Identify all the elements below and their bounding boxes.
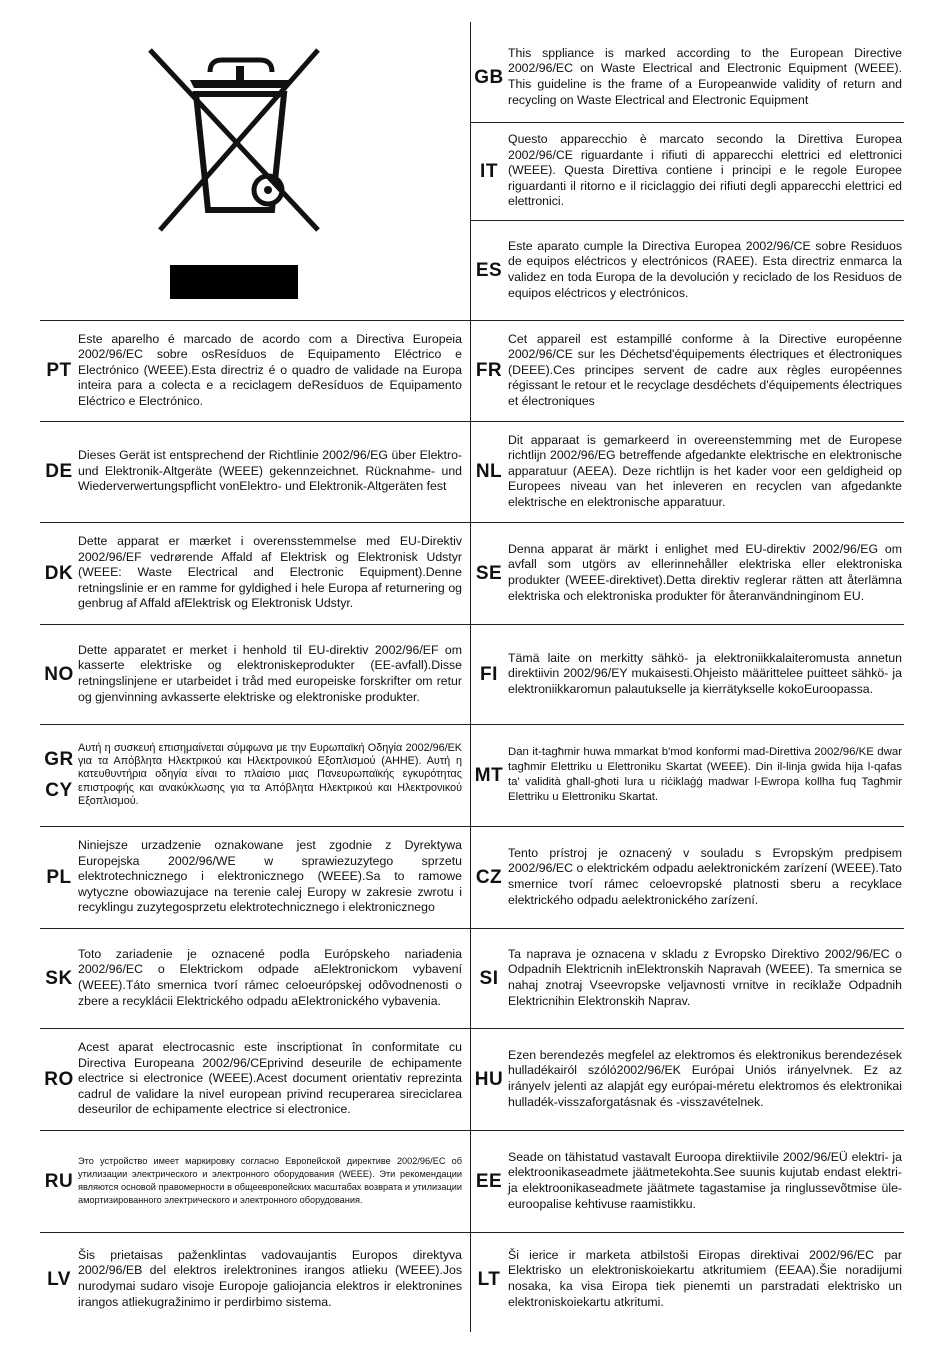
language-code: DK	[44, 562, 74, 584]
language-code: FI	[480, 663, 498, 685]
row-divider	[470, 220, 904, 221]
notice-text: Tento prístroj je oznacený v souladu s Evropským predpisem 2002/96/EC o elektrickém odpadu aelektronickém zarízení (WEEE).Tato smernice tvorí rámec celoevropské platnosti sberu a recyklace elektrického odpadu aelektronického zarízení.	[508, 845, 902, 907]
notice-text: Это устройство имеет маркировку согласно Европейской директиве 2002/96/EC об утилизации электрического и электронного оборудования (WEEE). Эти рекомендации являются основой правомерности в общеевропейских масштабах возврата и утилизации амортизированного электрического и электронного оборудования.	[78, 1156, 462, 1205]
row-divider	[40, 724, 904, 725]
language-code: EE	[475, 1170, 503, 1192]
language-code: CZ	[475, 866, 503, 888]
notice-de	[40, 423, 468, 520]
language-codes	[40, 749, 78, 801]
language-code: RO	[44, 1068, 74, 1090]
notice-ro	[40, 1030, 468, 1128]
notice-lv	[40, 1234, 468, 1324]
row-divider	[40, 826, 904, 827]
notice-cz	[470, 828, 902, 926]
language-code: HU	[474, 1068, 504, 1090]
language-code: RU	[44, 1170, 74, 1192]
notice-text: Αυτή η συσκευή επισημαίνεται σύμφωνα με την Ευρωπαϊκή Οδηγία 2002/96/ΕΚ για τα Απόβλητα Ηλεκτρικού και Ηλεκτρονικού Εξοπλισμού (ΑΗΗΕ). Αυτή η κατευθυντήρια οδηγία είναι το πλαίσιο μιας Πανευρωπαϊκής εγκυρότητας επιστροφής και ανακύκλωσης για τα Απόβλητα Ηλεκτρικού και Ηλεκτρονικού Εξοπλισμού.	[78, 741, 462, 807]
language-code: GR	[44, 749, 74, 770]
row-divider	[40, 320, 904, 321]
notice-text: Ezen berendezés megfelel az elektromos és elektronikus berendezések hulladékairól szóló2002/96/EK Európai Uniós irányelvnek. Ez az irányelv jelenti az alapját egy európai-méretu elektromos és elektronikai hulladék-visszaforgatásnak és -visszavételnek.	[508, 1047, 902, 1109]
language-code: IT	[480, 160, 498, 182]
notice-text: Questo apparecchio è marcato secondo la Direttiva Europea 2002/96/CE riguardante i rifiuti di apparecchi elettrici ed elettronici (WEEE). Questa Direttiva contiene i principi e le regole Europee riguardanti il ritorno e il riciclaggio dei rifiuti degli apparecchi elettrici ed elettronici.	[508, 132, 902, 209]
notice-text: Seade on tähistatud vastavalt Euroopa direktiivile 2002/96/EÜ elektri- ja elektroonikaseadmete jäätmetekohta.See suunis kujutab endast elektri- ja elektroonikaseadmete jäätmete tagastamise ja ringlussevõtmise üle-euroopalise kehtivuse raamistikku.	[508, 1149, 902, 1211]
notice-text: Ši ierice ir marketa atbilstoši Eiropas direktivai 2002/96/EC par Elektrisko un elektroniskoiekartu atkritumiem (EEAA).Šie noradijumi nosaka, ka visa Eiropa tiek pienemti un parstradati elektrisko un elektroniskoiekartu atkritumi.	[508, 1247, 902, 1309]
notice-pt	[40, 322, 468, 419]
language-code: SK	[45, 967, 73, 989]
notice-fr	[470, 322, 902, 419]
language-code: CY	[45, 780, 73, 801]
language-code: SI	[479, 967, 499, 989]
notice-text: Este aparelho é marcado de acordo com a Directiva Europeia 2002/96/EC sobre osResíduos de Equipamento Eléctrico e Electrónico (WEEE).Esta directriz é o quadro de validade na Europa inteira para a colecta e a reciclagem deResíduos de Equipamento Eléctrico e Electrónico.	[78, 331, 462, 408]
notice-no	[40, 626, 468, 722]
language-code: GB	[474, 66, 504, 88]
crossed-out-wheelie-bin-icon	[140, 30, 340, 310]
notice-text: Šis prietaisas paženklintas vadovaujantis Europos direktyva 2002/96/EB del elektros irelektronines irangos atlieku (WEEE).Jos nurodymai sudaro visoje Europoje galiojancia elektros ir elektronines irangos atliekugražinimo ir perdirbimo sistema.	[78, 1247, 462, 1309]
notice-mt	[470, 726, 902, 824]
notice-lt	[470, 1234, 902, 1324]
notice-hu	[470, 1030, 902, 1128]
notice-text: Dette apparat er mærket i overensstemmelse med EU-Direktiv 2002/96/EF vedrørende Affald af Elektrisk og Elektronisk Udstyr (WEEE: Waste Electrical and Electronic Equipment).Denne retningslinie er en ramme for gyldighed i hele Europa af returnering og genbrug af Affald afElektrisk og Elektronisk Udstyr.	[78, 534, 462, 611]
row-divider	[40, 1232, 904, 1233]
notice-text: Dette apparatet er merket i henhold til EU-direktiv 2002/96/EF om kasserte elektriske og elektroniskeprodukter (EE-avfall).Disse retningslinjene er utarbeidet i tråd med europeiske forskrifter om retur og gjenvinning avkasserte elektriske og elektroniske produkter.	[78, 642, 462, 704]
notice-pl	[40, 828, 468, 926]
language-code: NO	[44, 663, 74, 685]
language-code: LT	[477, 1268, 501, 1290]
notice-ee	[470, 1132, 902, 1230]
notice-nl	[470, 423, 902, 520]
row-divider	[40, 928, 904, 929]
notice-text: Acest aparat electrocasnic este inscriptionat în conformitate cu Directiva Europeana 2002/96/CEprivind deseurile de echipamente electrice si electronice (WEEE).Acest document orientativ reprezinta cadrul de validare la nivel european privind recuperarea sireciclarea deseurilor de echipamente electrice si electronice.	[78, 1040, 462, 1117]
notice-se	[470, 524, 902, 622]
language-code: PL	[46, 866, 72, 888]
notice-text: This sppliance is marked according to the European Directive 2002/96/EC on Waste Electrical and Electronic Equipment (WEEE). This guideline is the frame of a Europeanwide validity of return and recycling on Waste Electrical and Electronic Equipment	[508, 45, 902, 107]
notice-text: Tämä laite on merkitty sähkö- ja elektroniikkalaiteromusta annetun direktiivin 2002/96/EY mukaisesti.Ohjeisto määrittelee puitteet sähkö- ja elektroniikkaromun palautukselle ja kierrätykselle kokoEuroopassa.	[508, 650, 902, 696]
language-code: SE	[475, 562, 503, 584]
language-code: LV	[47, 1268, 71, 1290]
row-divider	[40, 522, 904, 523]
notice-text: Ta naprava je oznacena v skladu z Evropsko Direktivo 2002/96/EC o Odpadnih Elektricnih inElektronskih Napravah (WEEE). Ta smernica se nahaj znotraj Vseevropske veljavnosti vrnitve in reciklaže Odpadnih Elektricnihin Elektronskih Naprav.	[508, 946, 902, 1008]
notice-text: Cet appareil est estampillé conforme à la Directive européenne 2002/96/CE sur les Déchetsd'équipements électriques et électroniques (DEEE).Ces principes servent de cadre aux règles européennes régissant le retour et le recyclage desdéchets d'équipements électriques et électroniques	[508, 331, 902, 408]
notice-it	[470, 124, 902, 218]
language-code: DE	[45, 461, 73, 482]
notice-text: Denna apparat är märkt i enlighet med EU-direktiv 2002/96/EG om avfall som utgörs av ellerinnehåller elektriska eller elektroniska produkter (WEEE-direktivet).Detta direktiv reglerar rätten att återlämna elektriska och elektroniska produkter för återanvändninginom EU.	[508, 541, 902, 603]
language-code: FR	[475, 360, 503, 381]
notice-text: Toto zariadenie je oznacené podla Európskeho nariadenia 2002/96/EC o Elektrickom odpade aElektronickom vybavení (WEEE).Táto smernica tvorí rámec celoeurópskej odôvodnenosti o zbere a recyklácii Elektrického odpadu aElektronického vybavenia.	[78, 946, 462, 1008]
language-code: NL	[475, 461, 503, 482]
row-divider	[40, 1130, 904, 1131]
language-code: MT	[474, 764, 504, 786]
row-divider	[40, 421, 904, 422]
notice-text: Dieses Gerät ist entsprechend der Richtlinie 2002/96/EG über Elektro- und Elektronik-Altgeräte (WEEE) gekennzeichnet. Rücknahme- und Wiederverwertungspflicht vonElektro- und Elektronik-Altgeräten fest	[78, 448, 462, 494]
notice-text: Este aparato cumple la Directiva Europea 2002/96/CE sobre Residuos de equipos eléctricos y electrónicos (RAEE). Esta directriz enmarca la validez en toda Europa de la devolución y reciclado de los Residuos de equipos eléctricos y electrónicos.	[508, 238, 902, 300]
notice-ru	[40, 1132, 468, 1230]
notice-si	[470, 930, 902, 1026]
row-divider	[470, 122, 904, 123]
language-code: PT	[46, 360, 72, 381]
notice-gr-cy	[40, 726, 468, 824]
notice-dk	[40, 524, 468, 622]
notice-sk	[40, 930, 468, 1026]
notice-text: Dan it-tagħmir huwa mmarkat b'mod konformi mad-Direttiva 2002/96/KE dwar tagħmir Elettriku u Elettroniku Skartat (WEEE). Din il-linja gwida hija l-qafas ta' validità għall-għoti lura u riċiklaġġ madwar l-Ewropa kollha fuq Tagħmir Elettriku u Elettroniku Skartat.	[508, 746, 902, 803]
row-divider	[40, 624, 904, 625]
notice-es	[470, 222, 902, 318]
notice-text: Niniejsze urzadzenie oznakowane jest zgodnie z Dyrektywa Europejska 2002/96/WE w sprawiezuzytego sprzetu elektrotechnicznego i elektronicznego (WEEE).Sa to ramowe wytyczne obowiazujace na terenie calej Europy w zakresie zwrotu i recyklingu zuzytegosprzetu elektrotechnicznego i elektronicznego	[78, 838, 462, 915]
row-divider	[40, 1028, 904, 1029]
notice-text: Dit apparaat is gemarkeerd in overeenstemming met de Europese richtlijn 2002/96/EG betreffende afgedankte elektrische en elektronische apparatuur (AEEA). Deze richtlijn is het kader voor een geldigheid op Europees niveau van het inleveren en recyclen van afgedankte elektrische en elektronische apparatuur.	[508, 432, 902, 509]
notice-fi	[470, 626, 902, 722]
language-code: ES	[475, 259, 503, 281]
notice-gb	[470, 34, 902, 120]
